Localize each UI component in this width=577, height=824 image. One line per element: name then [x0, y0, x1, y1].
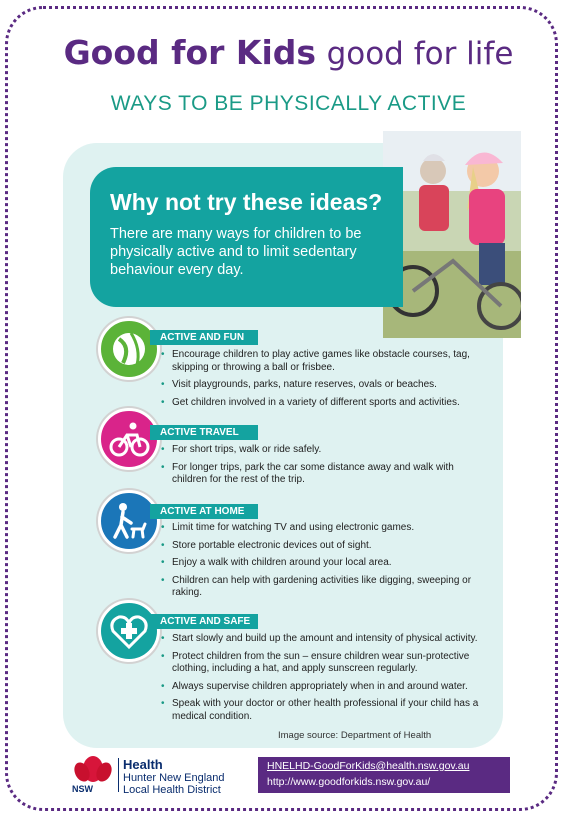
section-list-active-home	[161, 522, 481, 605]
list-item: • Start slowly and build up the amount and intensity of physical activity.	[161, 633, 481, 646]
logo-divider	[118, 758, 119, 792]
list-item: • Enjoy a walk with children around your local area.	[161, 557, 481, 570]
intro-text: There are many ways for children to be physically active and to limit sedentary behaviour every day.	[110, 226, 362, 278]
list-item: • Encourage children to play active games like obstacle courses, tag, skipping or throwing a ball or frisbee.	[161, 349, 481, 374]
walking-dog-icon	[98, 490, 160, 552]
district-name	[123, 772, 225, 796]
children-cycling-photo	[383, 131, 521, 338]
title-light: good for life	[326, 36, 514, 72]
list-item: • Store portable electronic devices out of sight.	[161, 540, 481, 553]
list-item: • Visit playgrounds, parks, nature reserves, ovals or beaches.	[161, 379, 481, 392]
section-title-active-travel: ACTIVE TRAVEL	[150, 425, 258, 440]
list-item: • Protect children from the sun – ensure children wear sun-protective clothing, including a hat, and apply sunscreen regularly.	[161, 651, 481, 676]
section-title-active-safe: ACTIVE AND SAFE	[150, 614, 258, 629]
email-link[interactable]: HNELHD-GoodForKids@health.nsw.gov.au	[267, 760, 470, 772]
title-bold: Good for Kids	[63, 33, 317, 72]
list-item: • Speak with your doctor or other health professional if your child has a medical condition.	[161, 698, 481, 723]
section-title-active-home: ACTIVE AT HOME	[150, 504, 258, 519]
contact-box	[258, 757, 510, 793]
section-list-active-travel	[161, 444, 481, 492]
list-item: • Always supervise children appropriately when in and around water.	[161, 681, 481, 694]
list-item: • For short trips, walk or ride safely.	[161, 444, 481, 457]
list-item: • Limit time for watching TV and using electronic games.	[161, 522, 481, 535]
list-item: • Get children involved in a variety of different sports and activities.	[161, 397, 481, 410]
list-item: • For longer trips, park the car some distance away and walk with children for the rest of the trip.	[161, 462, 481, 487]
intro-box	[90, 167, 403, 307]
ball-icon	[98, 318, 160, 380]
section-title-active-fun: ACTIVE AND FUN	[150, 330, 258, 345]
section-list-active-fun	[161, 349, 481, 414]
website-link[interactable]: http://www.goodforkids.nsw.gov.au/	[267, 776, 431, 788]
heart-cross-icon	[98, 600, 160, 662]
page-title	[0, 33, 577, 72]
image-source-caption: Image source: Department of Health	[278, 730, 432, 741]
list-item: • Children can help with gardening activities like digging, sweeping or raking.	[161, 575, 481, 600]
district-line1: Hunter New England	[123, 772, 225, 784]
health-label: Health	[123, 757, 163, 772]
section-list-active-safe	[161, 633, 481, 728]
intro-heading: Why not try these ideas?	[110, 189, 383, 215]
district-line2: Local Health District	[123, 784, 221, 796]
page-subtitle: WAYS TO BE PHYSICALLY ACTIVE	[110, 92, 467, 115]
nsw-logo-text: NSW	[72, 784, 93, 794]
